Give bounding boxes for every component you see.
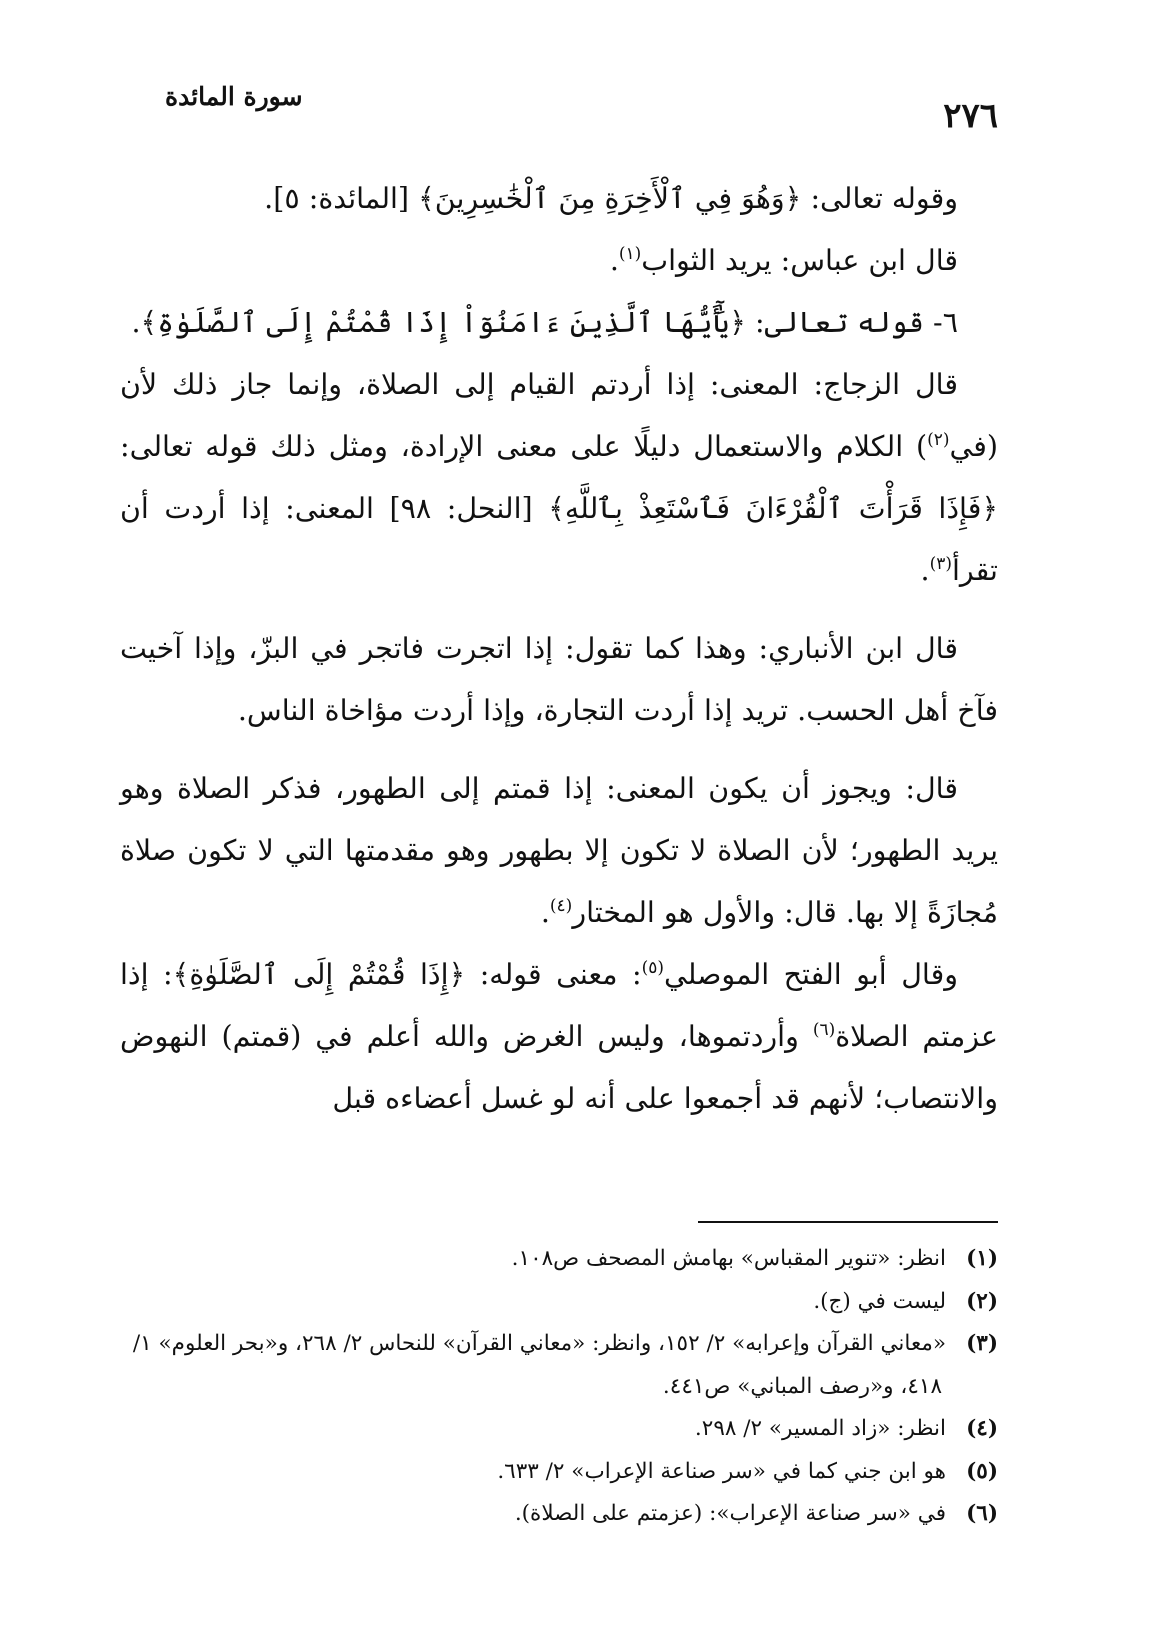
footnote-separator [698,1221,998,1223]
footnotes [120,1238,998,1536]
text-run: ٦- قوله تعالى: [745,306,958,339]
quran-verse: ﴿وَهُوَ فِي ٱلْأَخِرَةِ مِنَ ٱلْخَٰسِرِينَ﴾ [418,182,802,215]
footnote-ref-3[interactable]: (٣) [929,554,952,574]
footnote-number: (٦) [966,1501,998,1526]
footnote-1 [120,1238,998,1281]
paragraph-4 [120,354,998,602]
text-run: قال الزجاج: المعنى: إذا أردتم القيام إلى الصلاة، وإنما جاز ذلك لأن (في [120,368,998,463]
text-run: . [920,554,930,587]
footnote-text: ليست في (ج). [813,1288,946,1314]
quran-verse: ﴿فَإِذَا قَرَأْتَ ٱلْقُرْءَانَ فَٱسْتَعِذْ بِٱللَّهِ﴾ [548,492,999,525]
footnote-text: «معاني القرآن وإعرابه» ٢/ ١٥٢، وانظر: «معاني القرآن» للنحاس ٢/ ٢٦٨، و«بحر العلوم» ١/ ٤١٨، و«رصف المباني» ص٤٤١. [132,1331,946,1399]
running-title: سورة المائدة [165,82,303,111]
text-run: . [131,306,141,339]
footnote-number: (٢) [966,1288,998,1314]
quran-verse: ﴿يَٰٓأَيُّهَا ٱلَّذِينَ ءَامَنُوٓاْ إِذَا قُمْتُمْ إِلَى ٱلصَّلَوٰةِ﴾ [140,306,746,339]
text-run: . [540,896,550,929]
footnote-number: (٥) [966,1458,998,1484]
paragraph-5: قال ابن الأنباري: وهذا كما تقول: إذا اتجرت فاتجر في البزّ، وإذا آخيت فآخ أهل الحسب. تريد إذا أردت التجارة، وإذا أردت مؤاخاة الناس. [120,632,998,727]
text-run: وقوله تعالى: [801,182,958,215]
footnote-ref-1[interactable]: (١) [618,244,642,264]
footnote-text: انظر: «تنوير المقباس» بهامش المصحف ص١٠٨. [511,1246,946,1271]
footnote-2 [120,1281,998,1324]
footnote-6 [120,1493,998,1536]
footnote-text: انظر: «زاد المسير» ٢/ ٢٩٨. [694,1416,946,1441]
quran-verse: ﴿إِذَا قُمْتُمْ إِلَى ٱلصَّلَوٰةِ﴾ [172,958,466,991]
footnote-number: (٣) [966,1331,998,1356]
text-run: [المائدة: ٥]. [264,182,419,215]
text-run: وقال أبو الفتح الموصلي [663,958,958,991]
text-run: : إذا عزمتم الصلاة [120,958,998,1053]
footnote-ref-4[interactable]: (٤) [549,896,573,916]
footnote-text: في «سر صناعة الإعراب»: (عزمتم على الصلاة). [514,1501,946,1526]
text-run: [النحل: ٩٨] المعنى: إذا أردت أن تقرأ [120,492,998,587]
text-run: : معنى قوله: [465,958,642,991]
footnote-4 [120,1408,998,1451]
main-text [120,168,998,1130]
paragraph-1 [120,168,998,230]
footnote-ref-5[interactable]: (٥) [641,958,664,978]
paragraph-7 [120,944,998,1130]
text-run: ) الكلام والاستعمال دليلًا على معنى الإرادة، ومثل ذلك قوله تعالى: [120,430,928,463]
page-number: ٢٧٦ [943,96,998,136]
paragraph-3 [120,292,998,354]
footnote-number: (١) [966,1246,998,1271]
footnote-text: هو ابن جني كما في «سر صناعة الإعراب» ٢/ ٦٣٣. [497,1458,946,1484]
footnote-3 [120,1323,998,1408]
paragraph-2 [120,230,998,292]
text-run: قال ابن عباس: يريد الثواب [641,244,958,277]
footnote-number: (٤) [966,1416,998,1441]
footnote-ref-6[interactable]: (٦) [812,1020,836,1040]
footnote-5 [120,1451,998,1494]
text-run: وأردتموها، وليس الغرض والله أعلم في (قمتم) النهوض والانتصاب؛ لأنهم قد أجمعوا على أنه لو غسل أعضاءه قبل [120,1020,998,1115]
paragraph-6 [120,758,998,944]
text-run: قال: ويجوز أن يكون المعنى: إذا قمتم إلى الطهور، فذكر الصلاة وهو يريد الطهور؛ لأن الصلاة لا تكون إلا بطهور وهو مقدمتها التي لا تكون صلاة مُجازَةً إلا بها. قال: والأول هو المختار [120,772,998,929]
text-run: . [609,244,619,277]
footnote-ref-2[interactable]: (٢) [927,430,950,450]
